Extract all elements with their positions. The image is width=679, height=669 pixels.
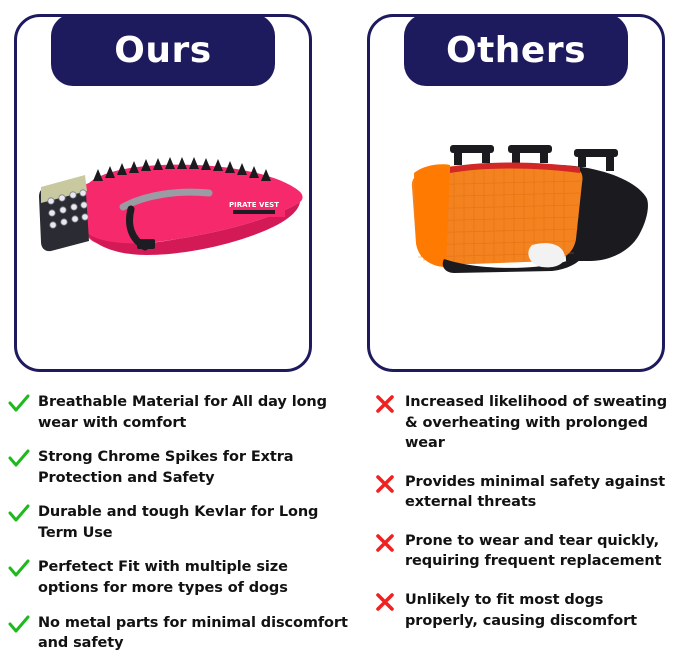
pros-list	[8, 392, 348, 668]
panel-ours	[14, 14, 312, 372]
cross-mark-icon	[375, 392, 405, 414]
list-item	[8, 392, 348, 433]
feature-lists	[0, 392, 679, 669]
check-mark-icon	[8, 502, 38, 524]
list-item	[8, 502, 348, 543]
cross-mark-icon	[375, 531, 405, 553]
cons-list	[375, 392, 675, 649]
list-item	[375, 392, 675, 454]
panel-ours-title: Ours	[51, 14, 275, 86]
product-image-others	[370, 99, 662, 371]
cons-item-text: Prone to wear and tear quickly, requiring frequent replacement	[405, 532, 662, 570]
list-item	[8, 613, 348, 654]
list-item	[8, 447, 348, 488]
cross-mark-icon	[375, 590, 405, 612]
pros-item-text: Breathable Material for All day long wear with comfort	[38, 394, 327, 431]
svg-text:PIRATE VEST: PIRATE VEST	[228, 201, 280, 209]
list-item	[375, 472, 675, 513]
cons-item-text: Unlikely to fit most dogs properly, causing discomfort	[405, 592, 637, 629]
check-mark-icon	[8, 447, 38, 469]
list-item	[375, 590, 675, 631]
cons-item-text: Increased likelihood of sweating & overheating with prolonged wear	[405, 394, 667, 452]
check-mark-icon	[8, 557, 38, 579]
panel-others-title: Others	[404, 14, 628, 86]
list-item	[375, 531, 675, 572]
pros-item-text: Perfetect Fit with multiple size options for more types of dogs	[38, 559, 288, 597]
cross-mark-icon	[375, 472, 405, 494]
product-image-ours	[17, 99, 309, 371]
pros-item-text: No metal parts for minimal discomfort and safety	[38, 614, 348, 652]
orange-vest-illustration	[384, 143, 654, 303]
pros-item-text: Durable and tough Kevlar for Long Term Use	[38, 504, 319, 541]
pink-spiked-vest-illustration	[27, 147, 305, 297]
panel-others	[367, 14, 665, 372]
check-mark-icon	[8, 392, 38, 414]
cons-item-text: Provides minimal safety against external threats	[405, 473, 666, 511]
list-item	[8, 557, 348, 598]
pros-item-text: Strong Chrome Spikes for Extra Protection and Safety	[38, 449, 294, 486]
check-mark-icon	[8, 613, 38, 635]
